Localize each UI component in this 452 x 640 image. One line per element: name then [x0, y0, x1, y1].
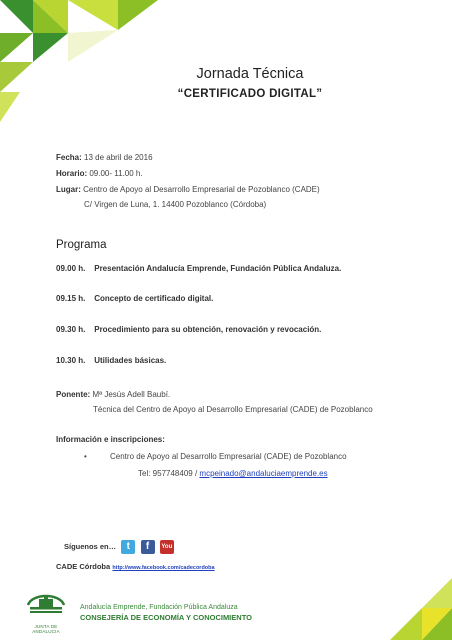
- contact-line: [138, 469, 328, 478]
- program-time: 09.00 h.: [56, 264, 86, 273]
- cade-label: CADE Córdoba: [56, 562, 111, 571]
- program-time: 10.30 h.: [56, 356, 86, 365]
- junta-andalucia-logo: [24, 589, 68, 634]
- email-link[interactable]: mcpeinado@andaluciaemprende.es: [199, 469, 328, 478]
- program-text: Presentación Andalucía Emprende, Fundación Pública Andaluza.: [94, 264, 342, 273]
- inscripciones-heading: Información e inscripciones:: [56, 435, 165, 444]
- decorative-triangles-top: [0, 0, 160, 125]
- program-text: Utilidades básicas.: [94, 356, 167, 365]
- ponente-label: Ponente:: [56, 390, 91, 399]
- program-item: [56, 294, 213, 303]
- cade-facebook-link[interactable]: http://www.facebook.com/cadecordoba: [112, 565, 215, 571]
- lugar-address: C/ Virgen de Luna, 1. 14400 Pozoblanco (Córdoba): [84, 200, 267, 209]
- event-subtitle: “CERTIFICADO DIGITAL”: [177, 88, 323, 100]
- program-time: 09.30 h.: [56, 325, 86, 334]
- cade-line: [56, 562, 215, 571]
- fecha-line: [56, 153, 153, 162]
- programa-heading: Programa: [56, 239, 107, 251]
- horario-label: Horario:: [56, 169, 88, 178]
- footer-text: [80, 604, 252, 622]
- lugar-line: [56, 185, 320, 194]
- facebook-icon[interactable]: f: [141, 540, 155, 554]
- footer-line1: Andalucía Emprende, Fundación Pública Andaluza: [80, 604, 238, 611]
- ponente-line: [56, 390, 170, 399]
- footer-line2: CONSEJERÍA DE ECONOMÍA Y CONOCIMIENTO: [80, 613, 252, 622]
- social-row: [64, 540, 174, 554]
- program-time: 09.15 h.: [56, 294, 86, 303]
- program-item: [56, 356, 166, 365]
- ponente-name: Mª Jesús Adell Baubí.: [92, 390, 171, 399]
- phone-text: Tel: 957748409 /: [138, 469, 198, 478]
- lugar-label: Lugar:: [56, 185, 81, 194]
- bullet: •: [84, 452, 87, 461]
- program-text: Concepto de certificado digital.: [94, 294, 214, 303]
- lugar-value: Centro de Apoyo al Desarrollo Empresarial de Pozoblanco (CADE): [83, 185, 320, 194]
- junta-emblem-icon: [24, 589, 68, 619]
- fecha-value: 13 de abril de 2016: [84, 153, 153, 162]
- horario-line: [56, 169, 143, 178]
- siguenos-label: Síguenos en…: [64, 542, 117, 552]
- program-item: [56, 325, 321, 334]
- program-item: [56, 264, 341, 273]
- program-text: Procedimiento para su obtención, renovación y revocación.: [94, 325, 322, 334]
- inscripciones-center: Centro de Apoyo al Desarrollo Empresarial (CADE) de Pozoblanco: [110, 452, 347, 461]
- decorative-triangles-bottom: [390, 578, 452, 640]
- event-title: Jornada Técnica: [196, 66, 304, 82]
- fecha-label: Fecha:: [56, 153, 82, 162]
- ponente-role: Técnica del Centro de Apoyo al Desarrollo Empresarial (CADE) de Pozoblanco: [93, 405, 373, 414]
- twitter-icon[interactable]: t: [121, 540, 135, 554]
- junta-caption: JUNTA DE ANDALUCIA: [32, 624, 60, 634]
- horario-value: 09.00- 11.00 h.: [89, 169, 143, 178]
- youtube-icon[interactable]: You: [160, 540, 174, 554]
